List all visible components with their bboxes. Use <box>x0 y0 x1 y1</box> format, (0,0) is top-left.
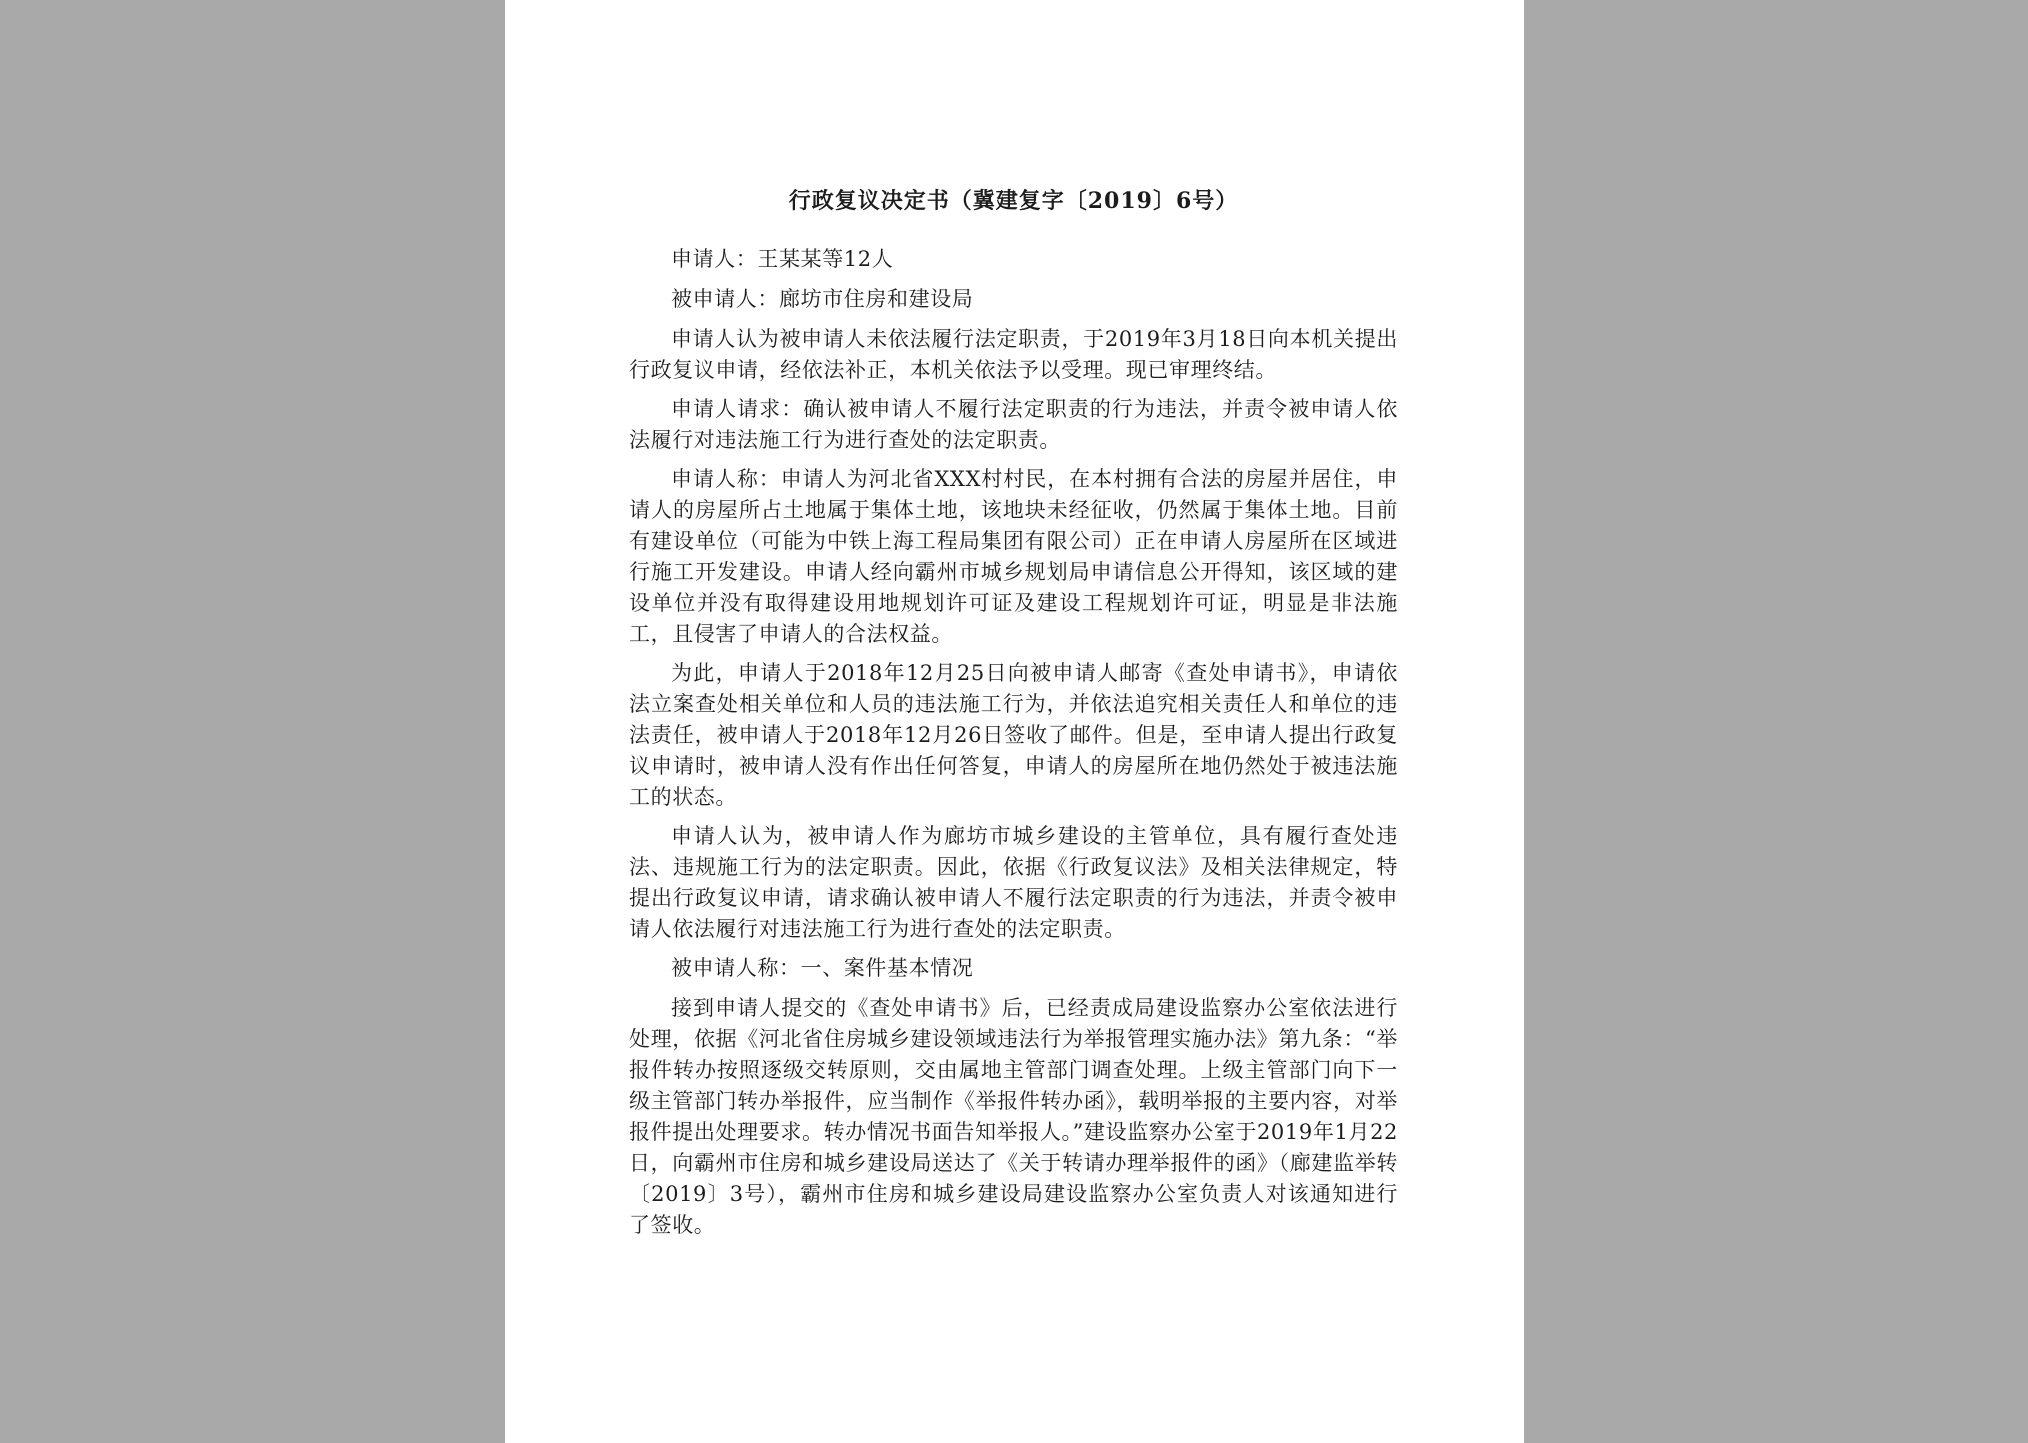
respondent-line: 被申请人：廊坊市住房和建设局 <box>671 287 974 311</box>
applicant-request-paragraph: 申请人请求：确认被申请人不履行法定职责的行为违法，并责令被申请人依法履行对违法施工行为进行查处的法定职责。 <box>629 397 1398 452</box>
applicant-opinion-paragraph: 申请人认为，被申请人作为廊坊市城乡建设的主管单位，具有履行查处违法、违规施工行为的法定职责。因此，依据《行政复议法》及相关法律规定，特提出行政复议申请，请求确认被申请人不履行法定职责的行为违法，并责令被申请人依法履行对违法施工行为进行查处的法定职责。 <box>629 824 1398 941</box>
document-title: 行政复议决定书（冀建复字〔2019〕6号） <box>788 188 1239 214</box>
applicant-line: 申请人：王某某等12人 <box>671 247 894 271</box>
respondent-statement-heading: 被申请人称：一、案件基本情况 <box>671 956 974 980</box>
case-intro-paragraph: 申请人认为被申请人未依法履行法定职责，于2019年3月18日向本机关提出行政复议申请，经依法补正，本机关依法予以受理。现已审理终结。 <box>629 327 1398 382</box>
applicant-statement-paragraph: 申请人称：申请人为河北省XXX村村民，在本村拥有合法的房屋并居住，申请人的房屋所占土地属于集体土地，该地块未经征收，仍然属于集体土地。目前有建设单位（可能为中铁上海工程局集团有限公司）正在申请人房屋所在区域进行施工开发建设。申请人经向霸州市城乡规划局申请信息公开得知，该区域的建设单位并没有取得建设用地规划许可证及建设工程规划许可证，明显是非法施工，且侵害了申请人的合法权益。 <box>629 467 1398 646</box>
applicant-mailing-paragraph: 为此，申请人于2018年12月25日向被申请人邮寄《查处申请书》，申请依法立案查处相关单位和人员的违法施工行为，并依法追究相关责任人和单位的违法责任，被申请人于2018年12月26日签收了邮件。但是，至申请人提出行政复议申请时，被申请人没有作出任何答复，申请人的房屋所在地仍然处于被违法施工的状态。 <box>629 661 1398 809</box>
document-page <box>505 0 1524 1443</box>
respondent-statement-paragraph: 接到申请人提交的《查处申请书》后，已经责成局建设监察办公室依法进行处理，依据《河北省住房城乡建设领域违法行为举报管理实施办法》第九条：“举报件转办按照逐级交转原则，交由属地主管部门调查处理。上级主管部门向下一级主管部门转办举报件，应当制作《举报件转办函》，载明举报的主要内容，对举报件提出处理要求。转办情况书面告知举报人。”建设监察办公室于2019年1月22日，向霸州市住房和城乡建设局送达了《关于转请办理举报件的函》（廊建监举转〔2019〕3号），霸州市住房和城乡建设局建设监察办公室负责人对该通知进行了签收。 <box>629 996 1398 1237</box>
